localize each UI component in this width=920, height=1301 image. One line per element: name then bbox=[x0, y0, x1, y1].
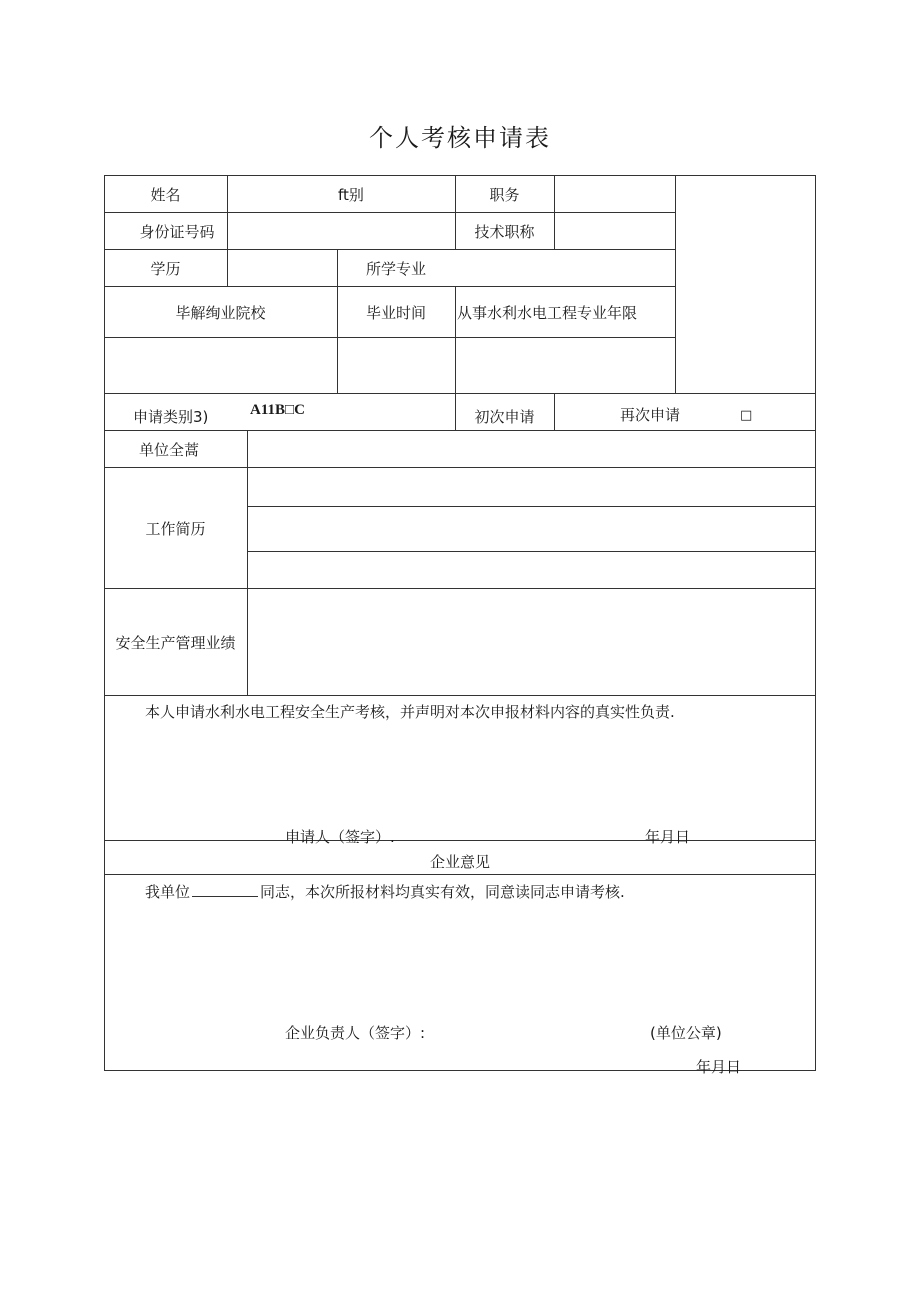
category-label: 申请类别3) bbox=[133, 408, 209, 426]
row-line bbox=[104, 467, 816, 468]
table-right-border bbox=[815, 175, 816, 1071]
row-line bbox=[247, 551, 816, 552]
row-line bbox=[104, 695, 816, 696]
enterprise-date: 年月日 bbox=[696, 1058, 742, 1076]
education-label: 学历 bbox=[150, 260, 181, 278]
row-line bbox=[104, 212, 675, 213]
reapplication-checkbox[interactable]: □ bbox=[740, 408, 753, 423]
row-line bbox=[104, 874, 816, 875]
category-options: A11B□C bbox=[250, 402, 305, 418]
col-line bbox=[455, 286, 456, 393]
name-label: 姓名 bbox=[150, 186, 181, 204]
technical-title-label: 技术职称 bbox=[474, 223, 535, 241]
unit-name-label: 单位全蒿 bbox=[139, 441, 200, 459]
enterprise-opinion-heading: 企业意见 bbox=[429, 853, 490, 871]
table-top-border bbox=[104, 175, 816, 176]
work-history-label: 工作简历 bbox=[145, 520, 206, 538]
row-line bbox=[104, 588, 816, 589]
graduation-time-label: 毕业时间 bbox=[365, 304, 426, 322]
col-line bbox=[675, 175, 676, 393]
reapplication-label: 再次申请 bbox=[620, 406, 681, 424]
unit-blank bbox=[192, 882, 258, 897]
enterprise-leader-signature: 企业负责人（签字）: bbox=[285, 1024, 426, 1042]
years-in-field-label: 从事水利水电工程专业年限 bbox=[457, 304, 638, 322]
enterprise-text-before: 我单位 bbox=[145, 883, 191, 901]
col-line bbox=[554, 175, 555, 249]
row-line bbox=[104, 337, 675, 338]
col-line bbox=[554, 393, 555, 430]
row-line bbox=[104, 393, 816, 394]
safety-record-label: 安全生产管理业绩 bbox=[115, 634, 236, 652]
row-line bbox=[104, 840, 816, 841]
col-line bbox=[247, 430, 248, 695]
page-title: 个人考核申请表 bbox=[369, 124, 551, 152]
unit-seal-label: (单位公章) bbox=[650, 1024, 722, 1042]
enterprise-text-after: 同志，本次所报材料均真实有效，同意读同志申请考核. bbox=[260, 883, 625, 901]
row-line bbox=[104, 286, 675, 287]
id-number-label: 身份证号码 bbox=[139, 223, 215, 241]
row-line bbox=[247, 506, 816, 507]
applicant-signature: 申请人（签字）. bbox=[285, 828, 395, 846]
enterprise-opinion-text bbox=[145, 882, 625, 901]
graduate-school-label: 毕解绚业院校 bbox=[175, 304, 266, 322]
position-label: 职务 bbox=[489, 186, 520, 204]
row-line bbox=[104, 430, 816, 431]
declaration-date: 年月日 bbox=[645, 828, 691, 846]
gender-label: ft别 bbox=[338, 186, 364, 204]
row-line bbox=[104, 249, 675, 250]
declaration-text: 本人申请水利水电工程安全生产考核，并声明对本次申报材料内容的真实性负责. bbox=[145, 703, 675, 721]
major-label: 所学专业 bbox=[365, 260, 426, 278]
first-application-label: 初次申请 bbox=[474, 408, 535, 426]
